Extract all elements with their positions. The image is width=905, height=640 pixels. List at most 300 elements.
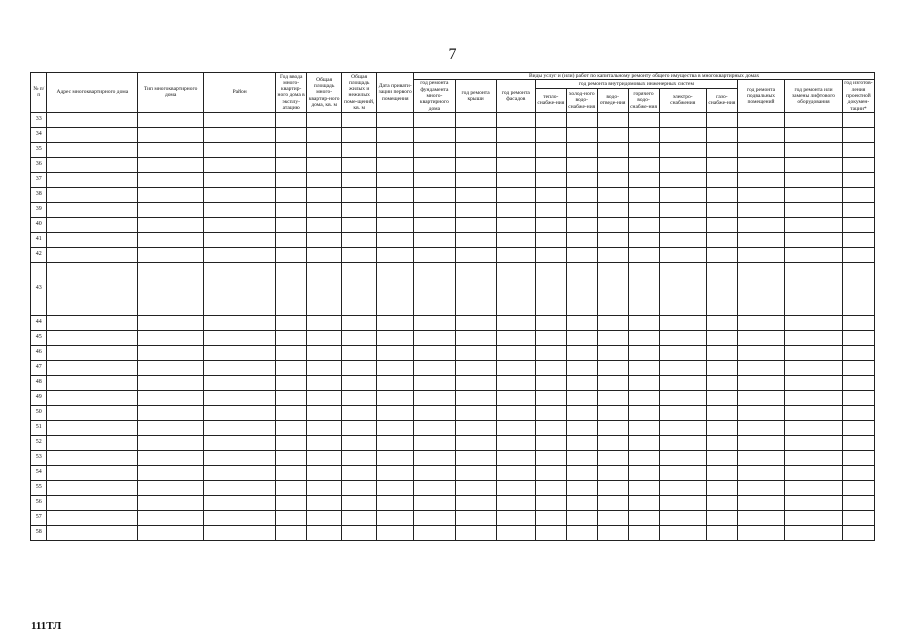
- table-cell: [138, 420, 204, 435]
- table-cell: [377, 202, 414, 217]
- table-cell: [597, 495, 628, 510]
- table-cell: [307, 510, 342, 525]
- table-cell: [566, 187, 597, 202]
- table-cell: [455, 315, 496, 330]
- table-cell: [47, 315, 138, 330]
- table-cell: [566, 480, 597, 495]
- table-cell: [628, 435, 659, 450]
- table-cell: [414, 345, 455, 360]
- table-row: [31, 480, 875, 495]
- table-cell: [737, 247, 784, 262]
- table-cell: [276, 202, 307, 217]
- table-cell: [138, 375, 204, 390]
- table-cell: [785, 112, 843, 127]
- table-cell: [342, 525, 377, 540]
- table-cell: [276, 217, 307, 232]
- bottom-mark: 111ТЛ: [31, 620, 62, 632]
- table-cell: [659, 375, 706, 390]
- table-cell: [706, 172, 737, 187]
- header-building-type: Тип многоквартирного дома: [138, 73, 204, 113]
- table-cell: [566, 127, 597, 142]
- table-cell: [414, 172, 455, 187]
- table-cell: [47, 450, 138, 465]
- table-cell: [204, 202, 276, 217]
- table-cell: [659, 247, 706, 262]
- table-cell: [204, 450, 276, 465]
- row-number: 47: [31, 360, 47, 375]
- table-cell: [628, 187, 659, 202]
- table-cell: [204, 127, 276, 142]
- table-cell: [455, 345, 496, 360]
- table-cell: [706, 247, 737, 262]
- table-cell: [455, 217, 496, 232]
- table-cell: [496, 390, 535, 405]
- table-cell: [597, 202, 628, 217]
- table-cell: [566, 435, 597, 450]
- table-row: [31, 495, 875, 510]
- table-row: [31, 450, 875, 465]
- table-cell: [47, 405, 138, 420]
- table-cell: [307, 127, 342, 142]
- table-cell: [204, 157, 276, 172]
- table-cell: [535, 330, 566, 345]
- table-cell: [659, 202, 706, 217]
- table-cell: [842, 435, 874, 450]
- table-cell: [377, 360, 414, 375]
- table-cell: [597, 420, 628, 435]
- table-cell: [785, 330, 843, 345]
- table-cell: [342, 112, 377, 127]
- table-cell: [414, 315, 455, 330]
- table-cell: [597, 127, 628, 142]
- table-cell: [307, 232, 342, 247]
- table-cell: [706, 315, 737, 330]
- header-cold-water: холод-ного водо-снабже-ния: [566, 89, 597, 113]
- table-cell: [659, 360, 706, 375]
- table-cell: [342, 262, 377, 315]
- table-cell: [737, 172, 784, 187]
- row-number: 37: [31, 172, 47, 187]
- table-cell: [342, 405, 377, 420]
- header-engineering-group: год ремонта внутридомовых инженерных систем: [535, 80, 737, 89]
- table-cell: [342, 510, 377, 525]
- table-cell: [597, 405, 628, 420]
- table-cell: [706, 405, 737, 420]
- table-cell: [47, 142, 138, 157]
- table-cell: [737, 142, 784, 157]
- table-cell: [785, 375, 843, 390]
- table-cell: [842, 375, 874, 390]
- table-cell: [659, 142, 706, 157]
- table-cell: [307, 525, 342, 540]
- table-cell: [307, 330, 342, 345]
- row-number: 43: [31, 262, 47, 315]
- row-number: 42: [31, 247, 47, 262]
- table-cell: [377, 510, 414, 525]
- table-cell: [535, 465, 566, 480]
- table-cell: [535, 202, 566, 217]
- table-cell: [47, 345, 138, 360]
- table-cell: [138, 157, 204, 172]
- table-cell: [566, 510, 597, 525]
- table-cell: [455, 420, 496, 435]
- table-cell: [842, 157, 874, 172]
- table-cell: [659, 465, 706, 480]
- table-cell: [377, 375, 414, 390]
- table-cell: [842, 247, 874, 262]
- table-cell: [455, 172, 496, 187]
- table-cell: [377, 435, 414, 450]
- table-cell: [138, 187, 204, 202]
- table-cell: [276, 187, 307, 202]
- table-cell: [628, 217, 659, 232]
- table-cell: [455, 157, 496, 172]
- table-cell: [496, 450, 535, 465]
- table-cell: [455, 112, 496, 127]
- table-cell: [628, 157, 659, 172]
- table-row: [31, 315, 875, 330]
- header-privatization-date: Дата привати-зации первого помещения: [377, 73, 414, 113]
- table-cell: [535, 450, 566, 465]
- table-cell: [47, 525, 138, 540]
- table-cell: [47, 112, 138, 127]
- table-cell: [535, 112, 566, 127]
- table-cell: [377, 157, 414, 172]
- row-number: 52: [31, 435, 47, 450]
- table-cell: [414, 202, 455, 217]
- table-cell: [138, 480, 204, 495]
- table-cell: [566, 405, 597, 420]
- table-cell: [535, 345, 566, 360]
- table-cell: [842, 315, 874, 330]
- table-cell: [204, 390, 276, 405]
- table-cell: [566, 112, 597, 127]
- table-cell: [496, 262, 535, 315]
- table-cell: [842, 465, 874, 480]
- table-cell: [535, 127, 566, 142]
- table-cell: [785, 420, 843, 435]
- table-cell: [842, 262, 874, 315]
- table-cell: [785, 232, 843, 247]
- table-cell: [597, 375, 628, 390]
- table-cell: [342, 375, 377, 390]
- table-cell: [706, 112, 737, 127]
- table-cell: [628, 142, 659, 157]
- table-cell: [342, 465, 377, 480]
- table-cell: [566, 330, 597, 345]
- table-cell: [204, 345, 276, 360]
- table-cell: [342, 495, 377, 510]
- table-cell: [659, 157, 706, 172]
- table-cell: [566, 495, 597, 510]
- header-basement: год ремонта подвальных помещений: [737, 80, 784, 113]
- row-number: 55: [31, 480, 47, 495]
- table-cell: [597, 390, 628, 405]
- table-cell: [737, 315, 784, 330]
- table-cell: [535, 315, 566, 330]
- table-cell: [566, 375, 597, 390]
- table-cell: [414, 127, 455, 142]
- table-row: [31, 142, 875, 157]
- table-cell: [659, 187, 706, 202]
- table-cell: [204, 172, 276, 187]
- table-cell: [47, 202, 138, 217]
- table-cell: [204, 330, 276, 345]
- table-cell: [204, 435, 276, 450]
- table-cell: [842, 450, 874, 465]
- table-cell: [307, 345, 342, 360]
- table-cell: [566, 360, 597, 375]
- table-cell: [785, 157, 843, 172]
- table-cell: [842, 390, 874, 405]
- table-cell: [842, 142, 874, 157]
- table-cell: [706, 217, 737, 232]
- table-cell: [842, 172, 874, 187]
- row-number: 45: [31, 330, 47, 345]
- table-cell: [737, 420, 784, 435]
- table-cell: [276, 157, 307, 172]
- table-cell: [276, 360, 307, 375]
- table-cell: [535, 232, 566, 247]
- table-cell: [455, 142, 496, 157]
- row-number: 57: [31, 510, 47, 525]
- table-cell: [276, 420, 307, 435]
- table-cell: [737, 217, 784, 232]
- table-cell: [706, 420, 737, 435]
- table-cell: [307, 465, 342, 480]
- table-cell: [455, 187, 496, 202]
- table-cell: [377, 172, 414, 187]
- table-cell: [455, 127, 496, 142]
- table-row: [31, 127, 875, 142]
- table-cell: [138, 435, 204, 450]
- table-cell: [496, 202, 535, 217]
- table-cell: [597, 330, 628, 345]
- table-cell: [597, 480, 628, 495]
- table-cell: [377, 405, 414, 420]
- table-body: [31, 112, 875, 540]
- table-cell: [414, 375, 455, 390]
- table-cell: [785, 465, 843, 480]
- table-cell: [842, 525, 874, 540]
- table-cell: [307, 435, 342, 450]
- table-cell: [737, 435, 784, 450]
- table-cell: [455, 405, 496, 420]
- table-cell: [597, 315, 628, 330]
- table-cell: [566, 525, 597, 540]
- table-cell: [47, 435, 138, 450]
- table-row: [31, 525, 875, 540]
- table-cell: [47, 390, 138, 405]
- page-number: 7: [448, 46, 457, 63]
- table-cell: [342, 420, 377, 435]
- table-cell: [737, 495, 784, 510]
- table-cell: [455, 465, 496, 480]
- table-cell: [628, 330, 659, 345]
- table-cell: [342, 450, 377, 465]
- table-cell: [496, 232, 535, 247]
- table-cell: [47, 375, 138, 390]
- table-cell: [535, 360, 566, 375]
- table-cell: [566, 157, 597, 172]
- table-cell: [737, 262, 784, 315]
- table-cell: [566, 232, 597, 247]
- table-cell: [496, 480, 535, 495]
- table-cell: [737, 525, 784, 540]
- table-cell: [706, 187, 737, 202]
- table-cell: [307, 405, 342, 420]
- table-cell: [414, 510, 455, 525]
- row-number: 51: [31, 420, 47, 435]
- table-cell: [496, 435, 535, 450]
- table-cell: [785, 127, 843, 142]
- table-cell: [414, 450, 455, 465]
- table-cell: [276, 172, 307, 187]
- table-cell: [737, 345, 784, 360]
- table-cell: [496, 187, 535, 202]
- table-cell: [138, 172, 204, 187]
- table-cell: [414, 465, 455, 480]
- table-cell: [659, 232, 706, 247]
- table-cell: [342, 142, 377, 157]
- table-cell: [307, 217, 342, 232]
- table-cell: [737, 450, 784, 465]
- table-cell: [204, 525, 276, 540]
- table-cell: [138, 232, 204, 247]
- table-cell: [342, 127, 377, 142]
- table-cell: [377, 480, 414, 495]
- table-cell: [737, 127, 784, 142]
- table-cell: [377, 262, 414, 315]
- table-cell: [138, 142, 204, 157]
- table-cell: [138, 360, 204, 375]
- table-cell: [597, 450, 628, 465]
- table-cell: [138, 405, 204, 420]
- table-cell: [628, 390, 659, 405]
- table-cell: [377, 420, 414, 435]
- table-cell: [737, 330, 784, 345]
- table-cell: [276, 262, 307, 315]
- table-cell: [628, 510, 659, 525]
- table-cell: [597, 247, 628, 262]
- table-cell: [276, 345, 307, 360]
- table-cell: [138, 495, 204, 510]
- row-number: 56: [31, 495, 47, 510]
- table-cell: [706, 390, 737, 405]
- table-cell: [659, 345, 706, 360]
- header-heat: тепло-снабже-ния: [535, 89, 566, 113]
- table-cell: [138, 217, 204, 232]
- table-cell: [307, 187, 342, 202]
- header-district: Район: [204, 73, 276, 113]
- table-cell: [342, 330, 377, 345]
- table-cell: [307, 480, 342, 495]
- table-cell: [628, 202, 659, 217]
- row-number: 49: [31, 390, 47, 405]
- row-number: 34: [31, 127, 47, 142]
- table-cell: [785, 450, 843, 465]
- table-cell: [414, 262, 455, 315]
- table-cell: [496, 405, 535, 420]
- table-cell: [706, 465, 737, 480]
- table-cell: [276, 247, 307, 262]
- table-cell: [276, 525, 307, 540]
- table-cell: [342, 172, 377, 187]
- table-cell: [496, 217, 535, 232]
- table-cell: [706, 495, 737, 510]
- table-cell: [204, 495, 276, 510]
- table-cell: [597, 172, 628, 187]
- table-cell: [785, 142, 843, 157]
- table-cell: [47, 187, 138, 202]
- table-row: [31, 390, 875, 405]
- table-row: [31, 157, 875, 172]
- table-cell: [455, 202, 496, 217]
- table-cell: [597, 435, 628, 450]
- table-cell: [659, 217, 706, 232]
- table-cell: [785, 187, 843, 202]
- table-cell: [628, 405, 659, 420]
- table-cell: [597, 262, 628, 315]
- table-cell: [47, 217, 138, 232]
- table-cell: [455, 525, 496, 540]
- table-cell: [204, 465, 276, 480]
- table-cell: [307, 450, 342, 465]
- table-cell: [842, 480, 874, 495]
- table-cell: [138, 247, 204, 262]
- row-number: 46: [31, 345, 47, 360]
- table-cell: [307, 172, 342, 187]
- table-cell: [138, 510, 204, 525]
- table-cell: [204, 247, 276, 262]
- table-cell: [377, 330, 414, 345]
- header-assessment: год изготов-ления проектной докумен-тации*: [844, 80, 873, 112]
- table-cell: [455, 360, 496, 375]
- table-cell: [706, 345, 737, 360]
- table-cell: [597, 345, 628, 360]
- table-cell: [307, 420, 342, 435]
- table-cell: [138, 202, 204, 217]
- table-cell: [496, 315, 535, 330]
- table-cell: [414, 420, 455, 435]
- table-cell: [204, 405, 276, 420]
- table-cell: [659, 450, 706, 465]
- table-cell: [496, 495, 535, 510]
- table-cell: [737, 405, 784, 420]
- table-cell: [47, 510, 138, 525]
- table-cell: [706, 157, 737, 172]
- table-cell: [706, 232, 737, 247]
- row-number: 58: [31, 525, 47, 540]
- table-cell: [842, 112, 874, 127]
- table-cell: [535, 495, 566, 510]
- table-cell: [138, 315, 204, 330]
- table-cell: [377, 525, 414, 540]
- table-row: [31, 262, 875, 315]
- table-cell: [706, 525, 737, 540]
- table-cell: [414, 480, 455, 495]
- table-cell: [628, 375, 659, 390]
- table-cell: [204, 142, 276, 157]
- table-cell: [737, 202, 784, 217]
- table-cell: [342, 390, 377, 405]
- table-cell: [307, 247, 342, 262]
- table-cell: [628, 525, 659, 540]
- table-cell: [566, 262, 597, 315]
- table-cell: [414, 217, 455, 232]
- table-row: [31, 247, 875, 262]
- table-cell: [628, 480, 659, 495]
